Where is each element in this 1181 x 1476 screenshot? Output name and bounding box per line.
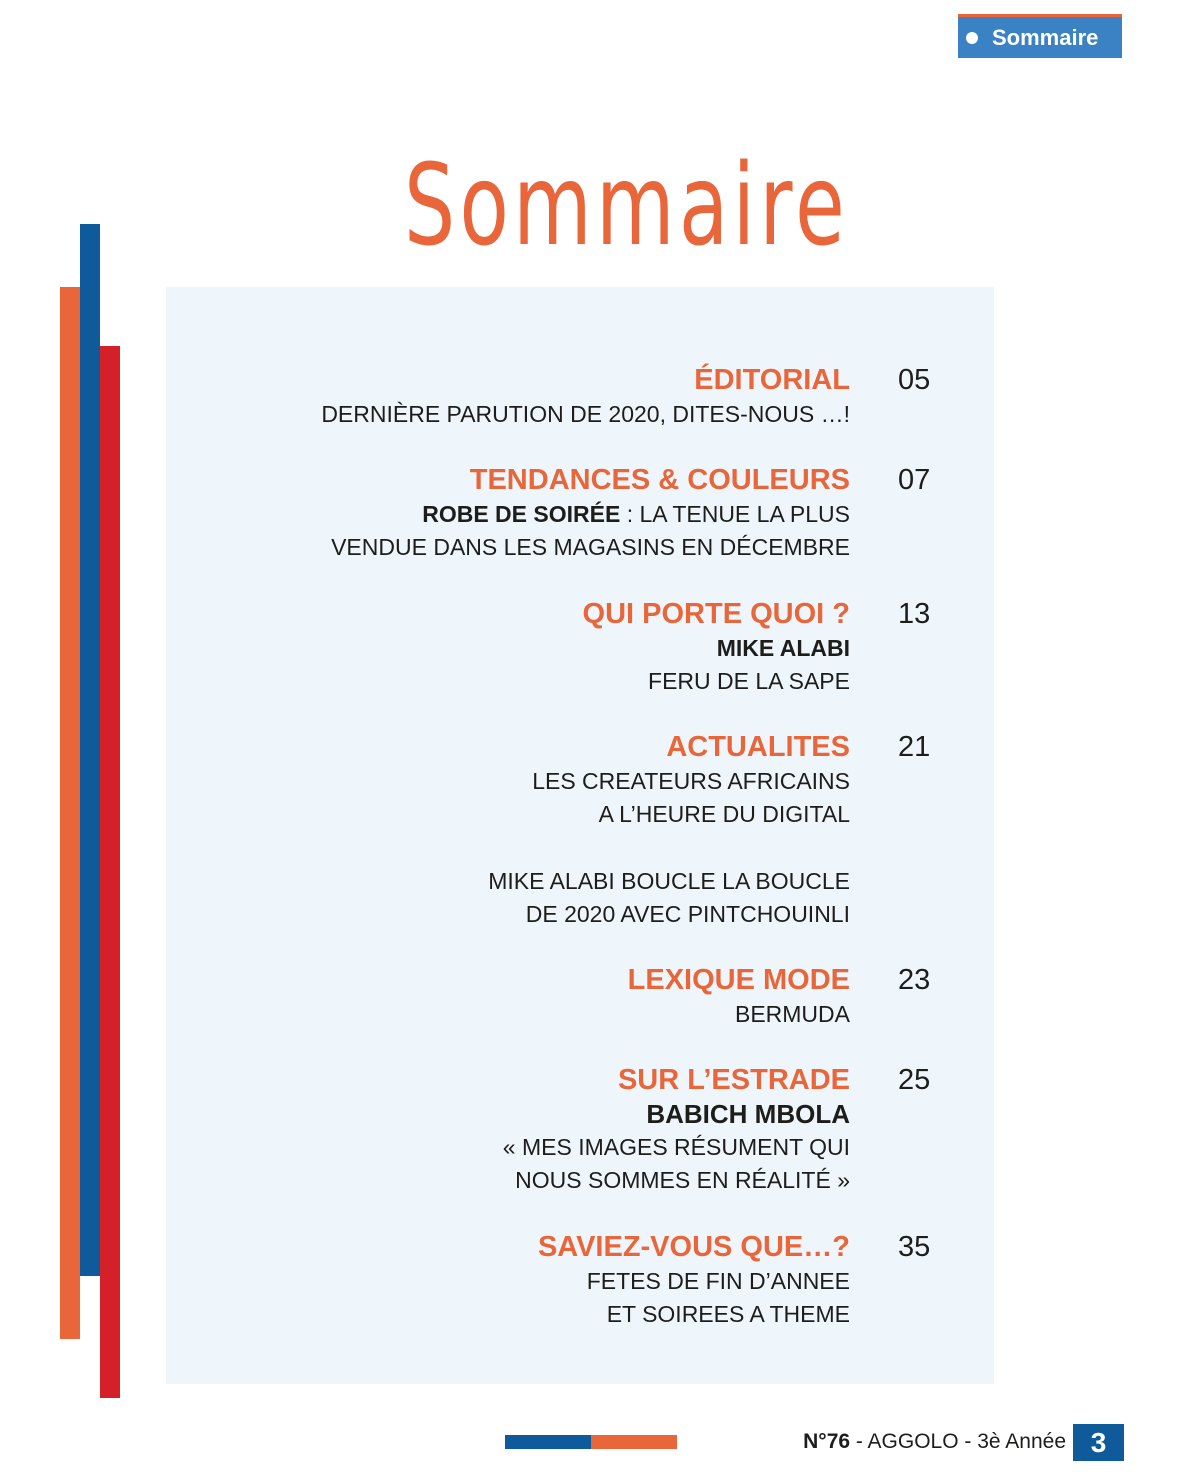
issue-number: N°76 [803, 1430, 851, 1453]
toc-subtitle: VENDUE DANS LES MAGASINS EN DÉCEMBRE [331, 534, 850, 560]
toc-heading: ACTUALITES [666, 731, 850, 763]
toc-subtitle: DE 2020 AVEC PINTCHOUINLI [525, 901, 850, 927]
toc-subtitle: MIKE ALABI BOUCLE LA BOUCLE [488, 868, 850, 894]
toc-subtitle-bold: MIKE ALABI [716, 635, 850, 661]
toc-subtitle: FETES DE FIN D’ANNEE [586, 1268, 850, 1294]
toc-subtitle: FERU DE LA SAPE [648, 668, 850, 694]
toc-subtitle: ET SOIREES A THEME [606, 1301, 850, 1327]
toc-subtitle: BERMUDA [734, 1001, 850, 1027]
toc-page-number: 05 [898, 364, 931, 396]
toc-heading: SAVIEZ-VOUS QUE…? [537, 1231, 850, 1263]
toc-page-number: 21 [898, 731, 931, 763]
decorative-bar-orange [60, 287, 80, 1339]
toc-heading: ÉDITORIAL [694, 364, 850, 396]
page-number-box: 3 [1073, 1424, 1124, 1461]
toc-subtitle-bold: BABICH MBOLA [646, 1099, 850, 1129]
toc-entry-saviez-vous-que [538, 1229, 850, 1331]
bullet-icon [966, 32, 978, 44]
toc-page-number: 25 [898, 1064, 931, 1096]
toc-entry-actualites [488, 729, 850, 931]
toc-page-number: 07 [898, 464, 931, 496]
magazine-info: - AGGOLO - 3è Année [850, 1430, 1066, 1453]
toc-subtitle: A L’HEURE DU DIGITAL [598, 801, 850, 827]
toc-subtitle: « MES IMAGES RÉSUMENT QUI [502, 1134, 850, 1160]
page-title: Sommaire [404, 141, 850, 271]
toc-entry-sur-l-estrade [503, 1062, 850, 1197]
toc-page-number: 13 [898, 598, 931, 630]
footer-issue-info [803, 1427, 1066, 1457]
footer-strip-blue [505, 1435, 591, 1449]
toc-entry-editorial [321, 362, 850, 431]
toc-subtitle [331, 498, 850, 531]
section-tab-label: Sommaire [992, 24, 1099, 50]
toc-page-number: 35 [898, 1231, 931, 1263]
toc-subtitle: LES CREATEURS AFRICAINS [532, 768, 850, 794]
toc-heading: LEXIQUE MODE [627, 964, 850, 996]
toc-heading: SUR L’ESTRADE [617, 1064, 850, 1096]
toc-entry-lexique-mode [628, 962, 850, 1031]
toc-subtitle-bold: ROBE DE SOIRÉE [422, 501, 621, 527]
decorative-bar-blue [80, 224, 100, 1276]
footer-strip-orange [591, 1435, 677, 1449]
toc-page-number: 23 [898, 964, 931, 996]
toc-entry-tendances [331, 462, 850, 564]
decorative-bar-red [100, 346, 120, 1398]
toc-subtitle-rest: : LA TENUE LA PLUS [620, 501, 850, 527]
toc-subtitle: DERNIÈRE PARUTION DE 2020, DITES-NOUS …! [321, 401, 850, 427]
toc-subtitle: NOUS SOMMES EN RÉALITÉ » [515, 1167, 850, 1193]
toc-heading: TENDANCES & COULEURS [469, 464, 850, 496]
toc-heading: QUI PORTE QUOI ? [582, 598, 850, 630]
toc-entry-qui-porte-quoi [583, 596, 850, 698]
section-tab [958, 14, 1122, 58]
